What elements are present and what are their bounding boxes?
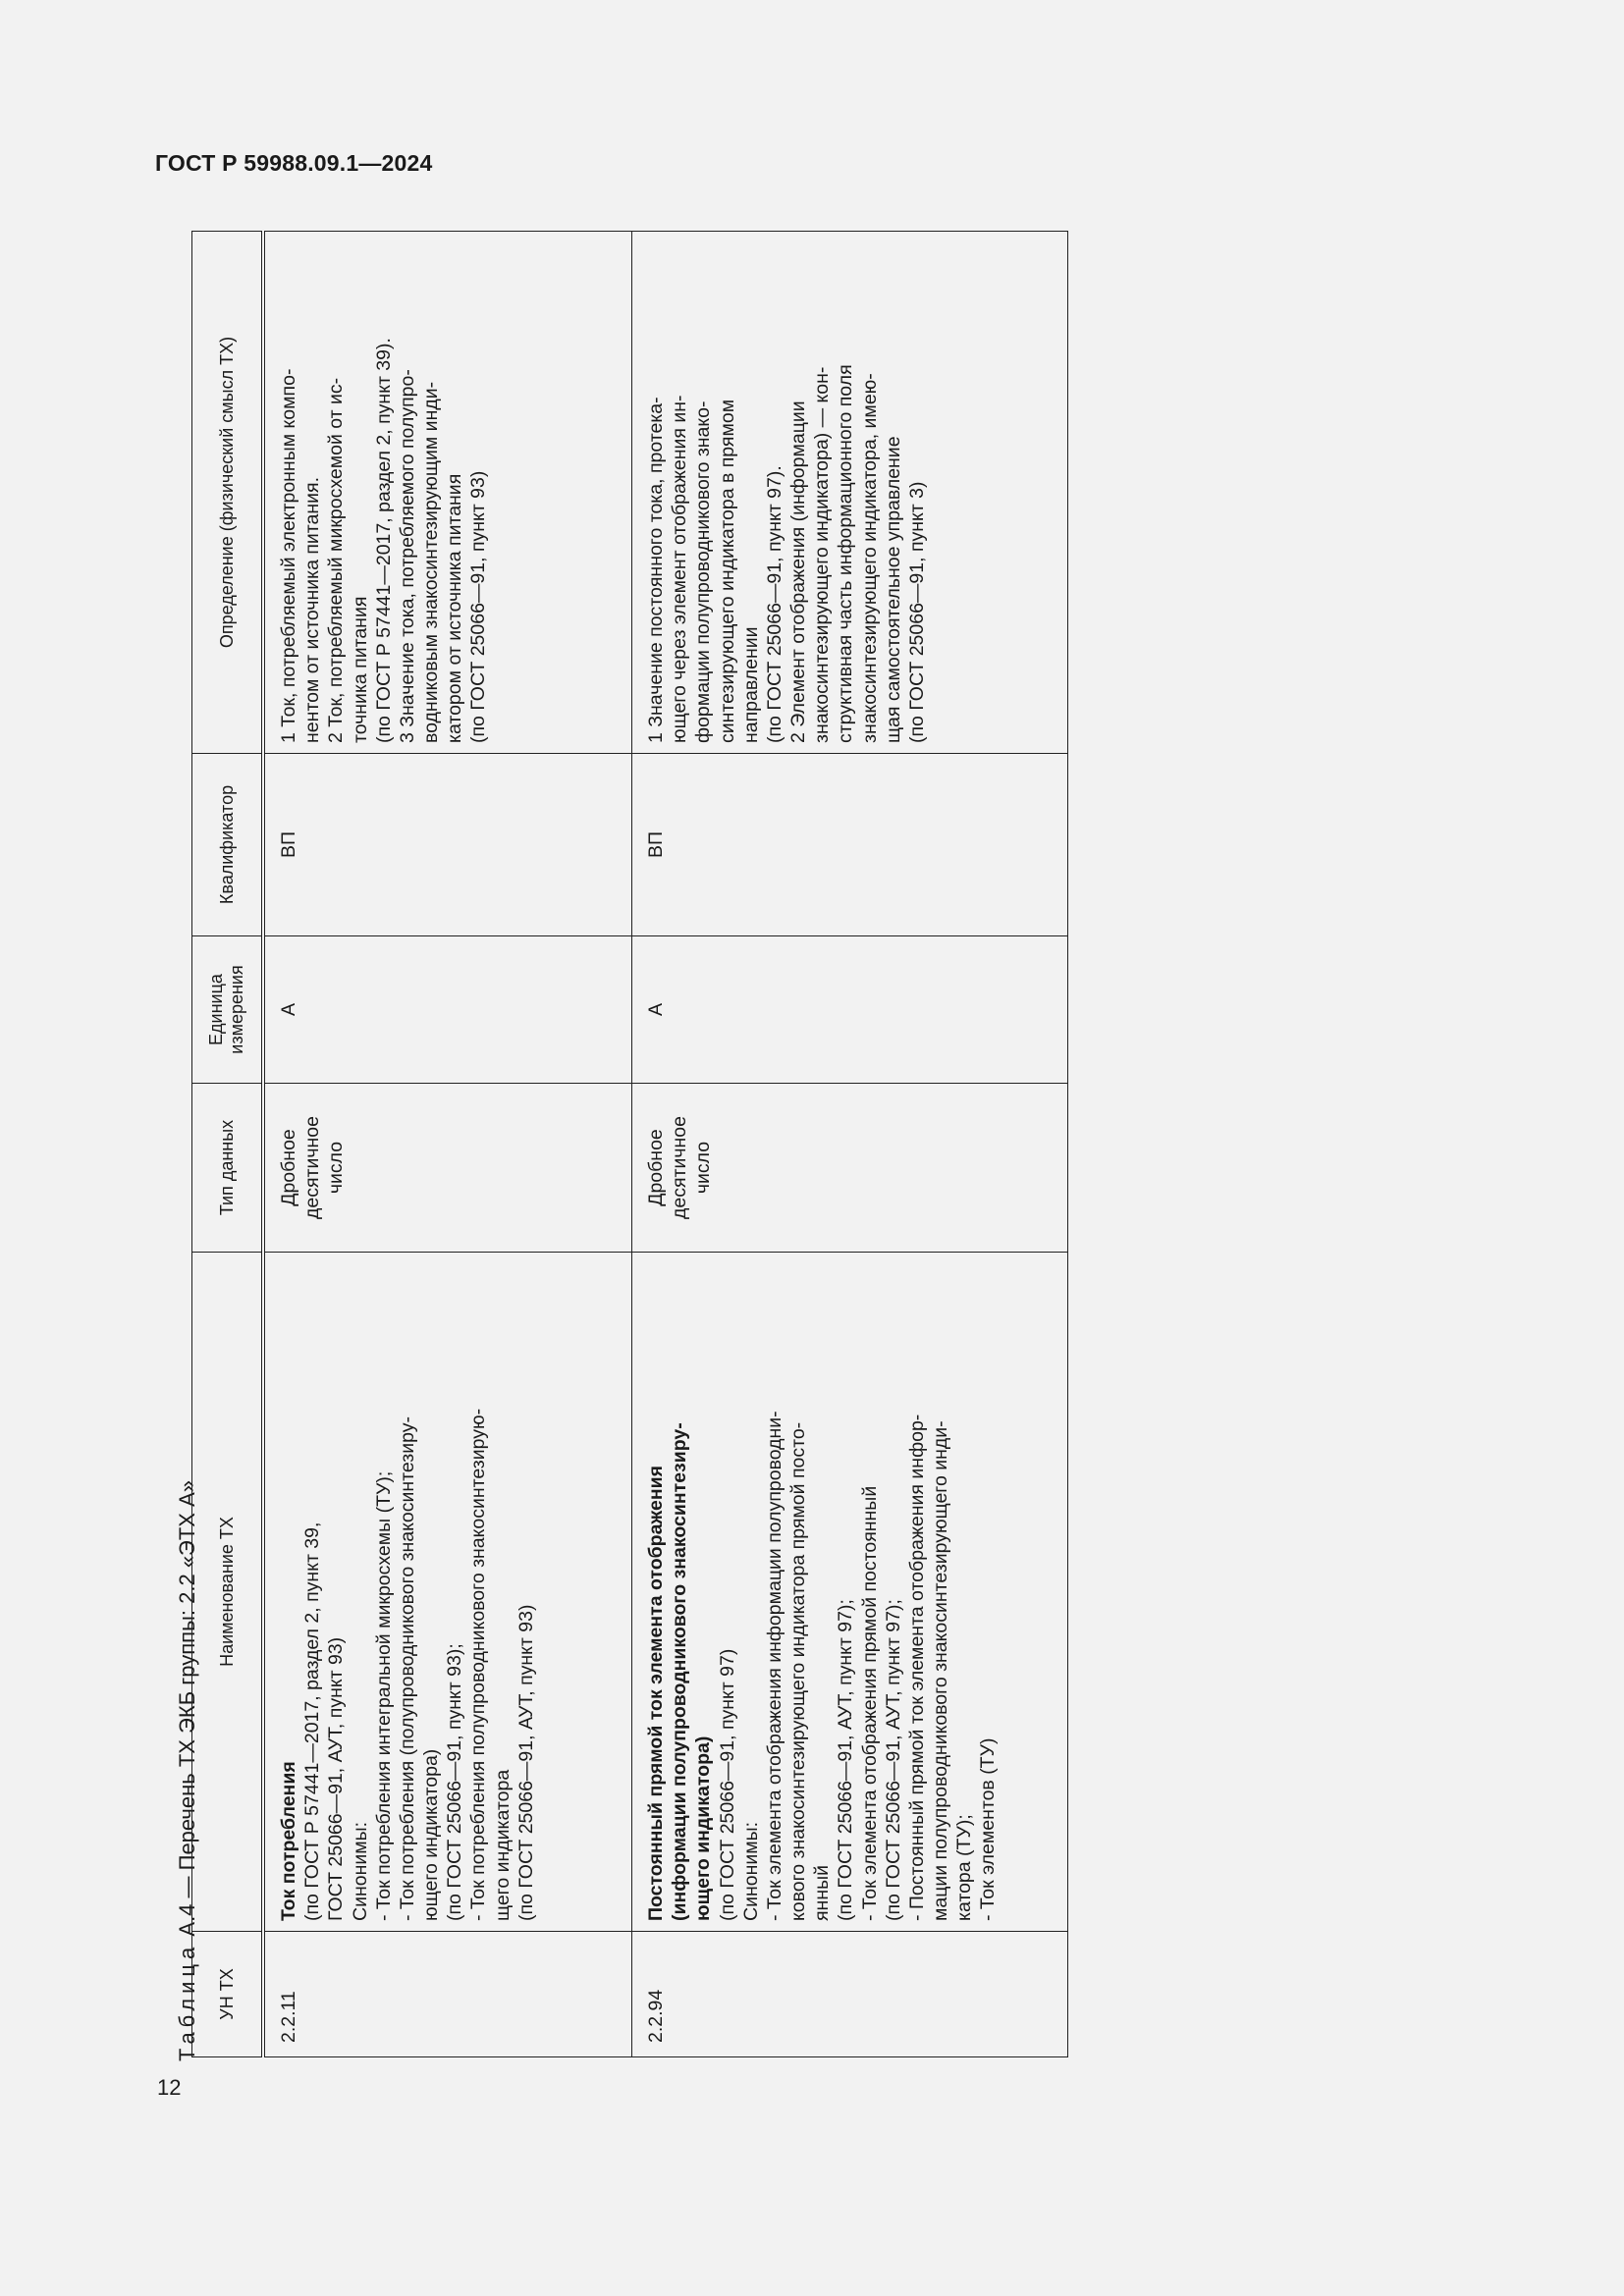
definition-line: 1 Ток, потребляемый электронным компо- bbox=[278, 368, 299, 743]
caption-prefix: Таблица bbox=[175, 1942, 199, 2061]
name-line: янный bbox=[811, 1864, 834, 1921]
definition-line: 1 Значение постоянного тока, протека- bbox=[645, 397, 667, 743]
name-line: (по ГОСТ 25066—91, АУТ, пункт 97); bbox=[882, 1599, 904, 1921]
cell-code: 2.2.11 bbox=[263, 1932, 632, 2057]
definition-line: структивная часть информационного поля bbox=[835, 364, 857, 743]
definition-line: (по ГОСТ 25066—91, пункт 93) bbox=[467, 470, 490, 743]
type-line: десятичное bbox=[669, 1116, 691, 1219]
table-row bbox=[632, 232, 1068, 2057]
tx-table bbox=[191, 231, 1068, 2057]
name-line: - Ток потребления полупроводникового знакосинтезирую- bbox=[467, 1408, 490, 1921]
cell-code: 2.2.94 bbox=[632, 1932, 1068, 2057]
name-line: (по ГОСТ Р 57441—2017, раздел 2, пункт 39, bbox=[301, 1522, 324, 1921]
definition-line: формации полупроводникового знако- bbox=[692, 400, 715, 743]
page-number: 12 bbox=[157, 2075, 182, 2100]
definition-line: 2 Ток, потребляемый микросхемой от ис- bbox=[325, 377, 348, 743]
name-line: - Ток потребления интегральной микросхемы (ТУ); bbox=[372, 1470, 395, 1921]
definition-line: катором от источника питания bbox=[444, 473, 466, 743]
name-line: Синонимы: bbox=[349, 1821, 371, 1921]
rotated-table-frame bbox=[191, 232, 1068, 2057]
definition-line: 2 Элемент отображения (информации bbox=[787, 400, 810, 743]
definition-line: направлении bbox=[739, 626, 762, 743]
name-line: (по ГОСТ 25066—91, пункт 93); bbox=[444, 1643, 466, 1921]
definition-line: нентом от источника питания. bbox=[301, 477, 324, 743]
definition-line: (по ГОСТ Р 57441—2017, раздел 2, пункт 39). bbox=[372, 338, 395, 743]
type-line: десятичное bbox=[301, 1116, 324, 1219]
cell-definition bbox=[632, 232, 1068, 754]
header-unit bbox=[192, 936, 264, 1084]
name-title: Ток потребления bbox=[278, 1761, 299, 1921]
definition-line: ющего через элемент отображения ин- bbox=[669, 395, 691, 743]
table-header-row bbox=[192, 232, 264, 2057]
name-title: (информации полупроводникового знакосинтезиру- bbox=[669, 1422, 691, 1921]
name-line: мации полупроводникового знакосинтезирующего инди- bbox=[930, 1420, 952, 1921]
header-name: Наименование ТХ bbox=[192, 1253, 264, 1932]
cell-unit: А bbox=[263, 936, 632, 1084]
definition-line: (по ГОСТ 25066—91, пункт 3) bbox=[905, 481, 928, 743]
caption-text: А.4 — Перечень ТХ ЭКБ группы: 2.2 «ЭТХ А» bbox=[175, 1479, 199, 1937]
cell-qualifier: ВП bbox=[632, 754, 1068, 936]
cell-name bbox=[632, 1253, 1068, 1932]
definition-line: знакосинтезирующего индикатора) — кон- bbox=[811, 366, 834, 743]
name-line: (по ГОСТ 25066—91, АУТ, пункт 93) bbox=[514, 1604, 537, 1921]
cell-name bbox=[263, 1253, 632, 1932]
type-line: число bbox=[325, 1141, 348, 1195]
cell-qualifier: ВП bbox=[263, 754, 632, 936]
name-title: ющего индикатора) bbox=[692, 1735, 715, 1921]
definition-line: знакосинтезирующего индикатора, имею- bbox=[858, 373, 881, 743]
document-header: ГОСТ Р 59988.09.1—2024 bbox=[155, 150, 433, 176]
header-unit-line1: Единица bbox=[206, 974, 227, 1045]
name-line: - Ток элемента отображения прямой постоянный bbox=[858, 1485, 881, 1921]
definition-line: синтезирующего индикатора в прямом bbox=[716, 399, 738, 743]
definition-line: 3 Значение тока, потребляемого полупро- bbox=[396, 369, 418, 743]
table-row bbox=[263, 232, 632, 2057]
name-line: ГОСТ 25066—91, АУТ, пункт 93) bbox=[325, 1636, 348, 1921]
name-line: - Ток элементов (ТУ) bbox=[977, 1737, 1000, 1921]
name-line: ющего индикатора) bbox=[420, 1748, 443, 1921]
name-line: (по ГОСТ 25066—91, АУТ, пункт 97); bbox=[835, 1599, 857, 1921]
definition-line: (по ГОСТ 25066—91, пункт 97). bbox=[763, 465, 785, 743]
header-definition: Определение (физический смысл ТХ) bbox=[192, 232, 264, 754]
type-line: число bbox=[692, 1141, 715, 1195]
name-line: - Постоянный прямой ток элемента отображения инфор- bbox=[905, 1414, 928, 1921]
header-unit-line2: измерения bbox=[227, 965, 246, 1054]
cell-type bbox=[263, 1084, 632, 1253]
header-qualifier: Квалификатор bbox=[192, 754, 264, 936]
definition-line: точника питания bbox=[349, 596, 371, 743]
header-code: УН ТХ bbox=[192, 1932, 264, 2057]
type-line: Дробное bbox=[278, 1129, 299, 1206]
name-line: щего индикатора bbox=[491, 1769, 514, 1921]
name-line: катора (ТУ); bbox=[953, 1814, 976, 1921]
definition-line: водниковым знакосинтезирующим инди- bbox=[420, 381, 443, 743]
definition-line: щая самостоятельное управление bbox=[882, 436, 904, 743]
name-line: - Ток потребления (полупроводникового знакосинтезиру- bbox=[396, 1416, 418, 1921]
name-line: - Ток элемента отображения информации полупроводни- bbox=[763, 1411, 785, 1921]
name-line: (по ГОСТ 25066—91, пункт 97) bbox=[716, 1648, 738, 1921]
type-line: Дробное bbox=[645, 1129, 667, 1206]
cell-type bbox=[632, 1084, 1068, 1253]
cell-definition bbox=[263, 232, 632, 754]
name-title: Постоянный прямой ток элемента отображения bbox=[645, 1466, 667, 1921]
name-line: Синонимы: bbox=[739, 1821, 762, 1921]
header-type: Тип данных bbox=[192, 1084, 264, 1253]
cell-unit: А bbox=[632, 936, 1068, 1084]
name-line: кового знакосинтезирующего индикатора прямой посто- bbox=[787, 1421, 810, 1921]
